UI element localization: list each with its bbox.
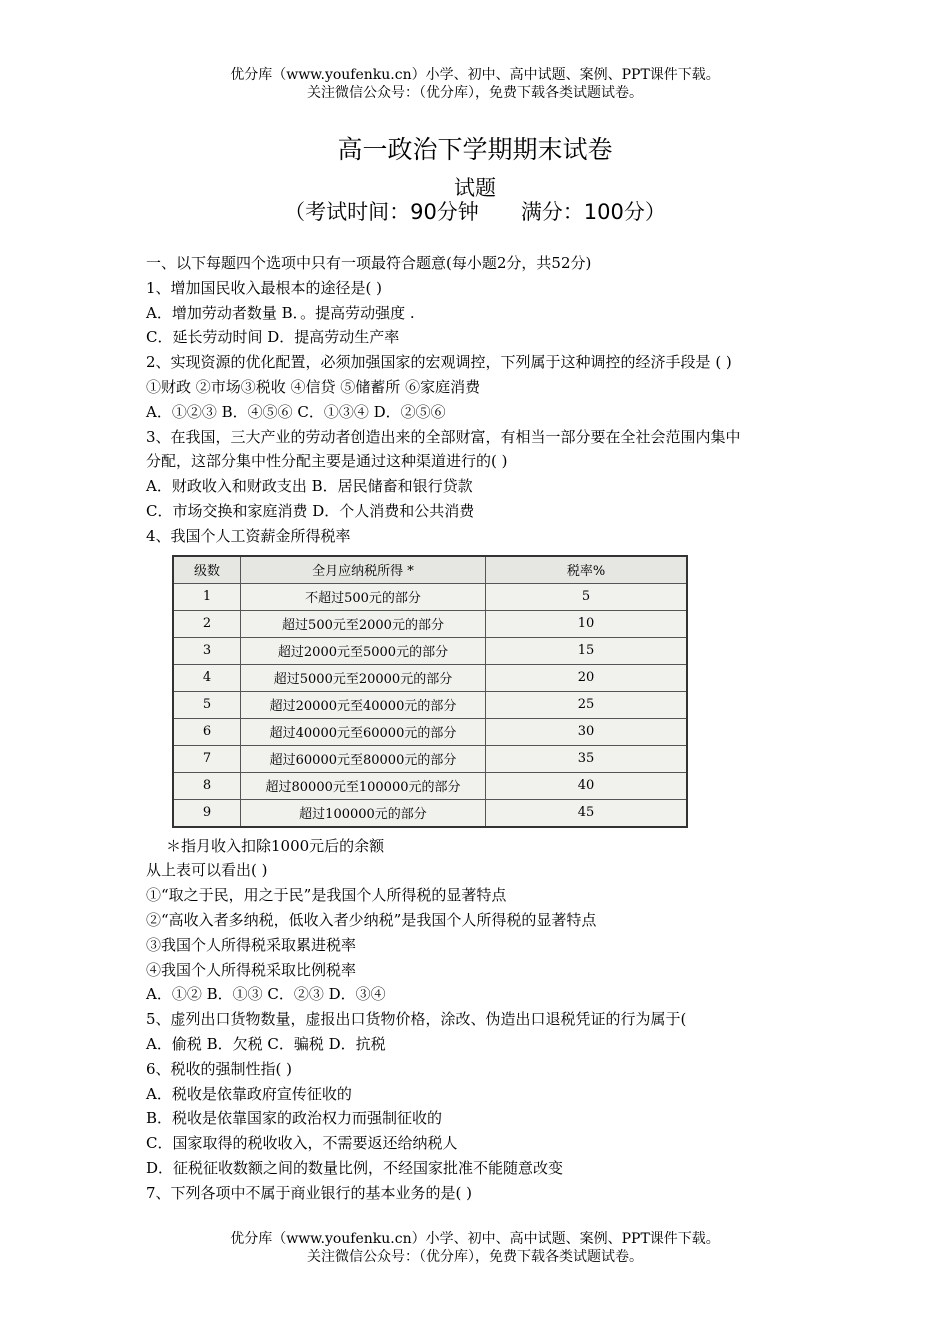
header-line-1: 优分库（www.youfenku.cn）小学、初中、高中试题、案例、PPT课件下载。 xyxy=(230,67,720,83)
rate-cell: 15 xyxy=(486,637,688,664)
tax-rate-table-wrapper xyxy=(172,555,836,828)
question-3-options-ab: A．财政收入和财政支出 B．居民储畜和银行贷款 xyxy=(146,477,473,496)
income-cell: 超过5000元至20000元的部分 xyxy=(241,664,486,691)
income-cell: 超过40000元至60000元的部分 xyxy=(241,718,486,745)
rate-cell: 10 xyxy=(486,610,688,637)
column-header-level: 级数 xyxy=(173,556,241,584)
rate-cell: 40 xyxy=(486,772,688,799)
question-6-option-d: D．征税征收数额之间的数量比例，不经国家批准不能随意改变 xyxy=(146,1158,564,1177)
question-6-option-a: A．税收是依靠政府宣传征收的 xyxy=(146,1084,352,1103)
table-row xyxy=(173,772,687,799)
question-2-options: A．①②③ B．④⑤⑥ C．①③④ D．②⑤⑥ xyxy=(146,402,446,421)
level-cell: 7 xyxy=(173,745,241,772)
income-cell: 超过2000元至5000元的部分 xyxy=(241,637,486,664)
table-row xyxy=(173,664,687,691)
level-cell: 9 xyxy=(173,799,241,827)
question-1-stem: 1、增加国民收入最根本的途径是( ) xyxy=(146,278,383,297)
question-3-options-cd: C．市场交换和家庭消费 D．个人消费和公共消费 xyxy=(146,501,475,520)
table-row xyxy=(173,637,687,664)
page-header xyxy=(0,66,950,102)
exam-title: 高一政治下学期期末试卷 xyxy=(337,135,613,164)
question-4-statement-1: ①“取之于民，用之于民”是我国个人所得税的显著特点 xyxy=(146,886,507,905)
column-header-income: 全月应纳税所得 * xyxy=(241,556,486,584)
question-4-stem: 4、我国个人工资薪金所得税率 xyxy=(146,526,351,545)
income-cell: 超过60000元至80000元的部分 xyxy=(241,745,486,772)
table-row xyxy=(173,691,687,718)
rate-cell: 20 xyxy=(486,664,688,691)
income-cell: 超过80000元至100000元的部分 xyxy=(241,772,486,799)
income-cell: 超过100000元的部分 xyxy=(241,799,486,827)
table-row xyxy=(173,610,687,637)
section-heading: 一、以下每题四个选项中只有一项最符合题意(每小题2分，共52分) xyxy=(146,254,592,272)
full-score: 满分：100分） xyxy=(520,200,666,224)
tax-rate-table xyxy=(172,555,688,828)
rate-cell: 45 xyxy=(486,799,688,827)
question-1-options-ab: A．增加劳动者数量 B．。提高劳动强度 . xyxy=(146,303,415,322)
question-3-stem-line-2: 分配，这部分集中性分配主要是通过这种渠道进行的( ) xyxy=(146,452,508,471)
question-4-statement-3: ③我国个人所得税采取累进税率 xyxy=(146,935,357,954)
rate-cell: 5 xyxy=(486,583,688,610)
question-6-option-b: B．税收是依靠国家的政治权力而强制征收的 xyxy=(146,1109,443,1128)
question-7-stem: 7、下列各项中不属于商业银行的基本业务的是( ) xyxy=(146,1183,473,1202)
level-cell: 4 xyxy=(173,664,241,691)
question-3-stem-line-1: 3、在我国，三大产业的劳动者创造出来的全部财富，有相当一部分要在全社会范围内集中 xyxy=(146,427,741,446)
level-cell: 5 xyxy=(173,691,241,718)
question-1-options-cd: C．延长劳动时间 D．提高劳动生产率 xyxy=(146,328,400,347)
question-6-option-c: C．国家取得的税收收入，不需要返还给纳税人 xyxy=(146,1134,458,1153)
question-4-options: A．①② B．①③ C．②③ D．③④ xyxy=(146,985,386,1004)
header-line-2: 关注微信公众号：（优分库），免费下载各类试题试卷。 xyxy=(307,85,643,101)
question-4-ask: 从上表可以看出( ) xyxy=(146,861,268,880)
column-header-rate: 税率% xyxy=(486,556,688,584)
exam-time: （考试时间：90分钟 xyxy=(284,200,479,224)
rate-cell: 30 xyxy=(486,718,688,745)
table-row xyxy=(173,718,687,745)
question-4-statement-2: ②“高收入者多纳税，低收入者少纳税”是我国个人所得税的显著特点 xyxy=(146,910,597,929)
table-row xyxy=(173,583,687,610)
table-footnote: ＊指月收入扣除1000元后的余额 xyxy=(166,836,385,855)
question-6-stem: 6、税收的强制性指( ) xyxy=(146,1059,293,1078)
exam-info xyxy=(0,199,950,225)
income-cell: 超过20000元至40000元的部分 xyxy=(241,691,486,718)
level-cell: 6 xyxy=(173,718,241,745)
table-row xyxy=(173,745,687,772)
exam-body xyxy=(146,251,836,1206)
question-5-stem: 5、虚列出口货物数量，虚报出口货物价格，涂改、伪造出口退税凭证的行为属于( xyxy=(146,1010,687,1029)
question-5-options: A．偷税 B．欠税 C．骗税 D．抗税 xyxy=(146,1034,386,1053)
level-cell: 2 xyxy=(173,610,241,637)
level-cell: 8 xyxy=(173,772,241,799)
rate-cell: 25 xyxy=(486,691,688,718)
question-2-items: ①财政 ②市场③税收 ④信贷 ⑤储蓄所 ⑥家庭消费 xyxy=(146,377,481,396)
footer-line-2: 关注微信公众号：（优分库），免费下载各类试题试卷。 xyxy=(307,1249,643,1265)
footer-line-1: 优分库（www.youfenku.cn）小学、初中、高中试题、案例、PPT课件下载。 xyxy=(230,1231,720,1247)
page-footer xyxy=(0,1230,950,1266)
table-header-row xyxy=(173,556,687,584)
rate-cell: 35 xyxy=(486,745,688,772)
level-cell: 1 xyxy=(173,583,241,610)
question-2-stem: 2、实现资源的优化配置，必须加强国家的宏观调控，下列属于这种调控的经济手段是 ( ) xyxy=(146,353,732,372)
exam-subtitle: 试题 xyxy=(454,176,496,200)
income-cell: 不超过500元的部分 xyxy=(241,583,486,610)
table-row xyxy=(173,799,687,827)
level-cell: 3 xyxy=(173,637,241,664)
question-4-statement-4: ④我国个人所得税采取比例税率 xyxy=(146,960,357,979)
income-cell: 超过500元至2000元的部分 xyxy=(241,610,486,637)
